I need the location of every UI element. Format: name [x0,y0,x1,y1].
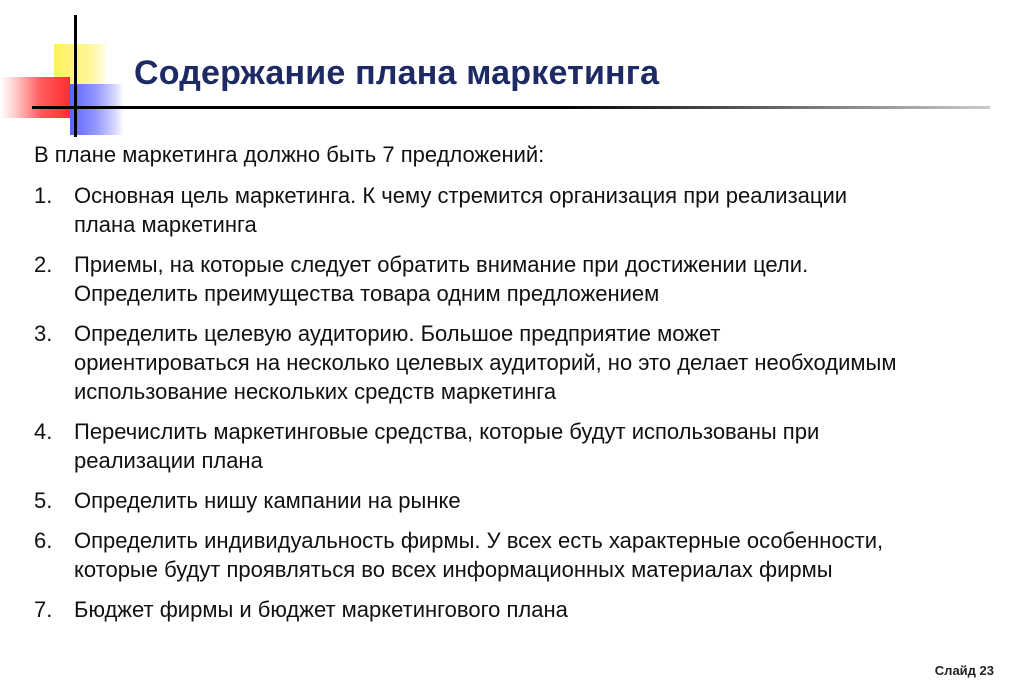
list-item-line: использование нескольких средств маркетинга [74,379,557,404]
list-item-text [74,595,999,624]
list-item-2 [34,250,999,308]
list-item-line: Перечислить маркетинговые средства, которые будут использованы при [74,419,820,444]
list-item-number: 7. [34,597,53,622]
list-item-7 [34,595,999,624]
proposal-list [34,181,999,624]
slide-title: Содержание плана маркетинга [134,53,660,92]
decorative-red-square [0,77,70,118]
list-item-5 [34,486,999,515]
decorative-vertical-line [74,15,77,137]
decorative-blue-square [70,84,124,135]
list-item-1 [34,181,999,239]
list-item-line: Определить нишу кампании на рынке [74,488,461,513]
list-item-line: плана маркетинга [74,212,257,237]
list-item-line: Определить целевую аудиторию. Большое предприятие может [74,321,721,346]
list-item-text [74,250,999,308]
list-item-line: реализации плана [74,448,263,473]
list-item-number: 5. [34,488,53,513]
list-item-number: 6. [34,528,53,553]
list-item-line: Бюджет фирмы и бюджет маркетингового плана [74,597,568,622]
list-item-line: Определить преимущества товара одним предложением [74,281,660,306]
list-item-text [74,319,999,406]
decorative-horizontal-line [32,106,990,109]
list-item-3 [34,319,999,406]
list-item-number: 4. [34,419,53,444]
list-item-text [74,486,999,515]
list-item-line: Определить индивидуальность фирмы. У всех есть характерные особенности, [74,528,884,553]
list-item-6 [34,526,999,584]
list-item-line: которые будут проявляться во всех информационных материалах фирмы [74,557,833,582]
list-item-text [74,417,999,475]
list-item-line: Приемы, на которые следует обратить внимание при достижении цели. [74,252,809,277]
slide-number: Слайд 23 [934,663,994,678]
list-item-number: 2. [34,252,53,277]
slide-content [34,140,999,635]
list-item-number: 1. [34,183,53,208]
list-item-text [74,181,999,239]
list-item-line: Основная цель маркетинга. К чему стремится организация при реализации [74,183,848,208]
list-item-number: 3. [34,321,53,346]
list-item-4 [34,417,999,475]
list-item-text [74,526,999,584]
intro-text: В плане маркетинга должно быть 7 предложений: [34,142,545,167]
list-item-line: ориентироваться на несколько целевых аудиторий, но это делает необходимым [74,350,897,375]
